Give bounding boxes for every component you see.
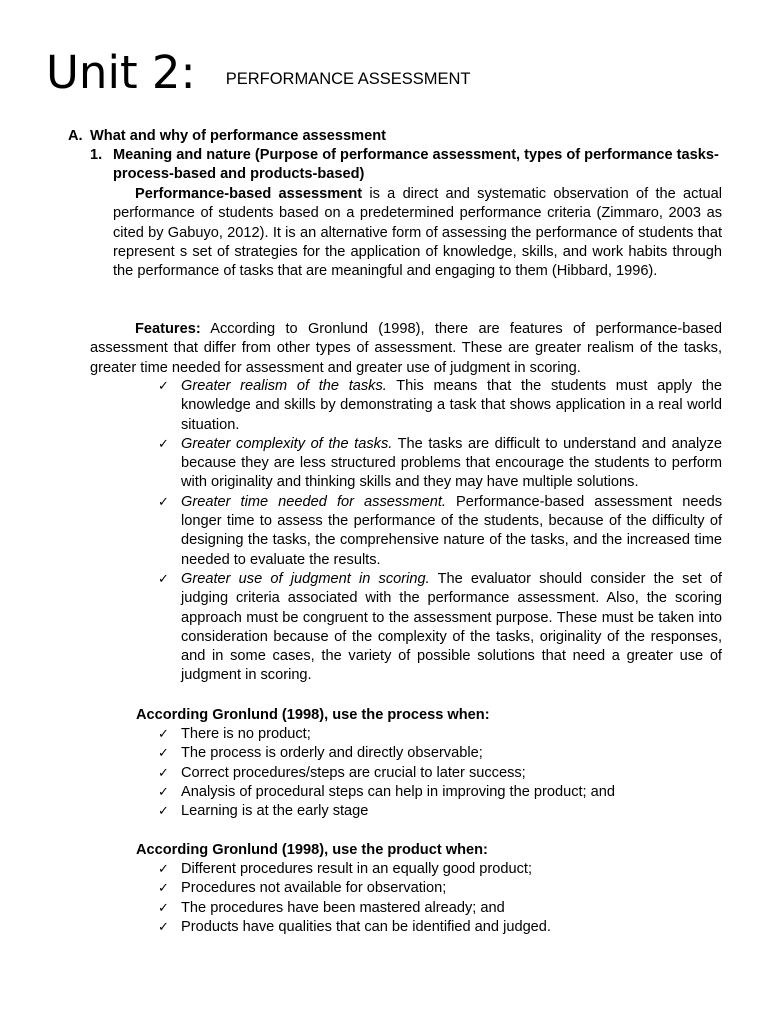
list-item-text: Products have qualities that can be identified and judged.	[181, 918, 551, 935]
feature-text: The evaluator should consider the set of judging criteria associated with the performance assessment. Also, the scoring approach must be congruent to the assessment purpose. These must be taken into consideration because of the complexity of the tasks, originality of the responses, and in some cases, the variety of possible solutions that need a greater use of judgment in scoring.	[181, 570, 722, 684]
feature-text: Performance-based assessment needs longer time to assess the performance of the students, because of the difficulty of designing the tasks, the comprehensive nature of the tasks, and the increased time needed to evaluate the results.	[181, 493, 722, 568]
list-item	[158, 899, 722, 918]
list-item	[158, 493, 722, 570]
definition-text: is a direct and systematic observation of the actual performance of students based on a predetermined performance criteria (Zimmaro, 2003 as cited by Gabuyo, 2012). It is an alternative form of assessing the performance of students that represent s set of strategies for the application of knowledge, skills, and work habits through the performance of tasks that are meaningful and engaging to them (Hibbard, 1996).	[113, 186, 722, 280]
checkmark-icon: ✓	[158, 746, 169, 762]
definition-term: Performance-based assessment	[135, 186, 363, 202]
definition-paragraph	[113, 185, 722, 281]
list-item-text: Analysis of procedural steps can help in improving the product; and	[181, 783, 616, 800]
process-heading: According Gronlund (1998), use the process when:	[136, 707, 490, 723]
unit-number: Unit 2:	[46, 46, 196, 99]
features-intro: According to Gronlund (1998), there are features of performance-based assessment that differ from other types of assessment. These are greater realism of the tasks, greater time needed for assessment and greater use of judgment in scoring.	[90, 321, 722, 376]
checkmark-icon: ✓	[158, 436, 169, 452]
features-list	[158, 377, 722, 686]
product-heading: According Gronlund (1998), use the product when:	[136, 842, 488, 858]
list-item	[158, 802, 722, 821]
section-a-marker: A.	[68, 128, 83, 144]
subsection-1-marker: 1.	[90, 147, 103, 163]
list-item-text: Different procedures result in an equally good product;	[181, 861, 533, 877]
unit-heading	[46, 46, 471, 100]
checkmark-icon: ✓	[158, 571, 169, 587]
feature-title: Greater complexity of the tasks.	[181, 435, 393, 452]
list-item-text: Learning is at the early stage	[181, 803, 369, 820]
feature-title: Greater use of judgment in scoring.	[181, 570, 430, 587]
checkmark-icon: ✓	[158, 900, 169, 916]
feature-text: The tasks are difficult to understand and analyze because they are less structured problems that encourage the students to perform with originality and thinking skills and they may have multiple solutions.	[181, 435, 722, 491]
features-paragraph	[90, 320, 722, 378]
list-item	[158, 377, 722, 435]
checkmark-icon: ✓	[158, 784, 169, 800]
process-list	[158, 725, 722, 821]
feature-title: Greater time needed for assessment.	[181, 493, 446, 510]
subsection-1-title: Meaning and nature (Purpose of performance assessment, types of performance tasks- process-based and products-based)	[113, 147, 719, 183]
list-item	[158, 860, 722, 879]
list-item	[158, 570, 722, 686]
list-item	[158, 783, 722, 802]
list-item	[158, 918, 722, 937]
features-label: Features:	[135, 321, 201, 337]
subsection-1-heading	[90, 146, 722, 185]
checkmark-icon: ✓	[158, 379, 169, 394]
checkmark-icon: ✓	[158, 494, 169, 510]
checkmark-icon: ✓	[158, 919, 169, 935]
checkmark-icon: ✓	[158, 881, 169, 897]
list-item	[158, 744, 722, 763]
checkmark-icon: ✓	[158, 727, 169, 742]
list-item	[158, 725, 722, 744]
section-a-heading	[68, 127, 728, 146]
section-a-title: What and why of performance assessment	[90, 128, 387, 144]
feature-text: This means that the students must apply the knowledge and skills by demonstrating a task that shows application in a real world situation.	[181, 378, 722, 433]
product-list	[158, 860, 722, 937]
checkmark-icon: ✓	[158, 804, 169, 820]
checkmark-icon: ✓	[158, 862, 169, 877]
list-item-text: Correct procedures/steps are crucial to later success;	[181, 764, 526, 781]
list-item	[158, 764, 722, 783]
list-item-text: There is no product;	[181, 726, 311, 742]
list-item-text: The process is orderly and directly observable;	[181, 745, 483, 762]
feature-title: Greater realism of the tasks.	[181, 378, 387, 394]
list-item	[158, 435, 722, 493]
list-item-text: Procedures not available for observation;	[181, 880, 447, 897]
checkmark-icon: ✓	[158, 765, 169, 781]
list-item-text: The procedures have been mastered already; and	[181, 899, 505, 916]
list-item	[158, 879, 722, 898]
unit-title: PERFORMANCE ASSESSMENT	[225, 70, 471, 88]
